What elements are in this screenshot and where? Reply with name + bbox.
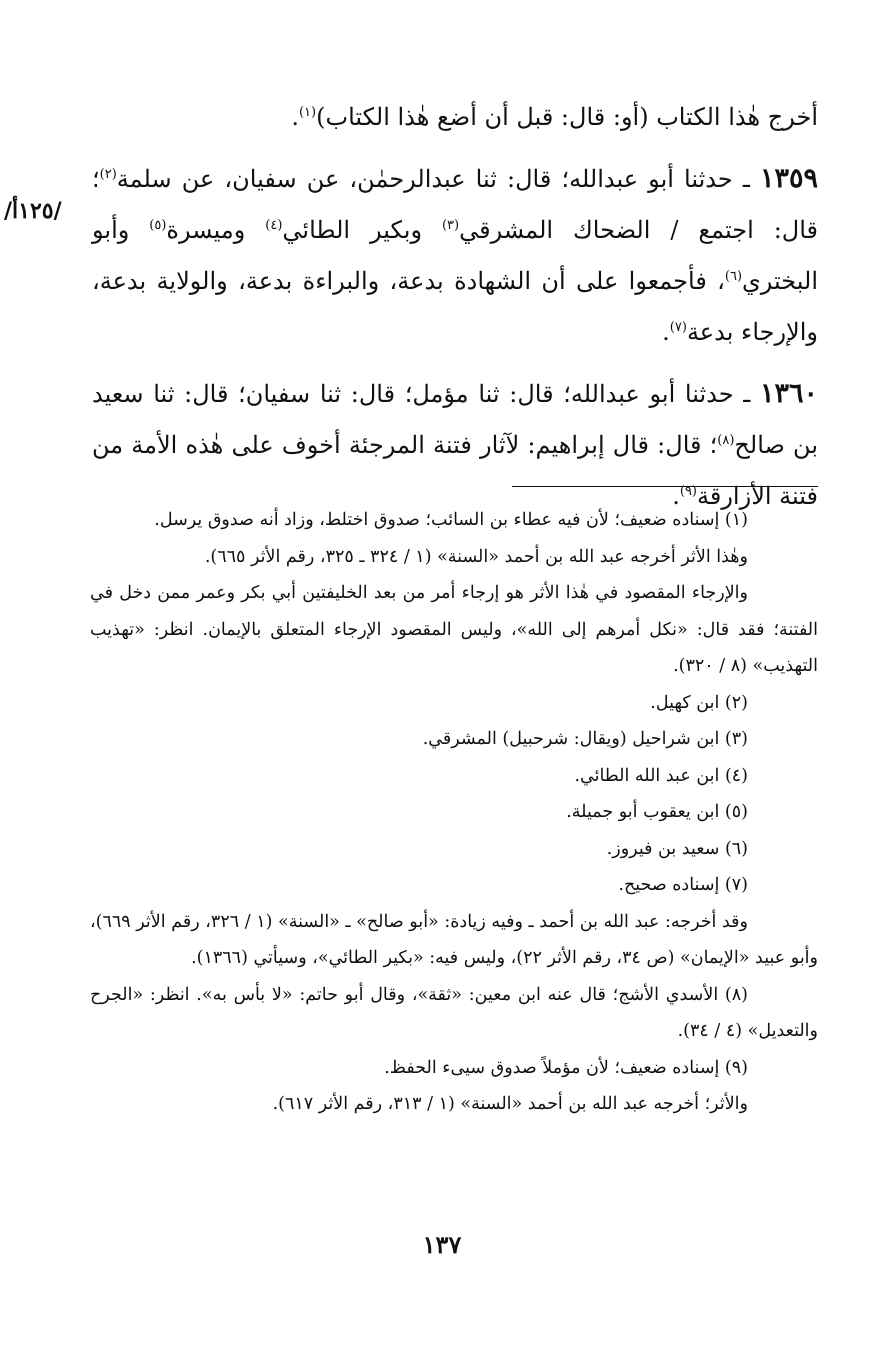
footnote-ref: (٣) xyxy=(441,218,460,233)
para-text: أخرج هٰذا الكتاب (أو: قال: قبل أن أضع هٰذا الكتاب) xyxy=(316,103,818,131)
footnote-ref: (٨) xyxy=(717,433,735,448)
footnote-2: (٢) ابن كهيل. xyxy=(650,692,748,713)
footnote-ref: (٧) xyxy=(669,320,687,335)
footnote-ref: (١) xyxy=(298,105,317,120)
footnote-text: وقد أخرجه: عبد الله بن أحمد ـ وفيه زيادة: «أبو صالح» ـ «السنة» (١ / ٣٢٦، رقم الأثر ٦٦٩)، وأبو عبيد «الإيمان» (ص ٣٤، رقم الأثر ٢٢)، وليس فيه: «بكير الطائي»، وسيأتي (١٣٦٦). xyxy=(90,911,818,968)
athar-number: ١٣٦٠ xyxy=(759,378,818,409)
footnote-ref: (٤) xyxy=(265,218,283,233)
page-number: ١٣٧ xyxy=(422,1230,462,1259)
footnote-text: والأثر؛ أخرجه عبد الله بن أحمد «السنة» (١ / ٣١٣، رقم الأثر ٦١٧). xyxy=(272,1094,748,1114)
footnote-1: (١) إسناده ضعيف؛ لأن فيه عطاء بن السائب؛ صدوق اختلط، وزاد أنه صدوق يرسل. xyxy=(154,510,748,530)
footnote-text: والإرجاء المقصود في هٰذا الأثر هو إرجاء أمر من بعد الخليفتين أبي بكر وعمر ممن دخل في الفتنة؛ فقد قال: «نكل أمرهم إلى الله»، وليس المقصود الإرجاء المتعلق بالإيمان. انظر: «تهذيب التهذيب» (٨ / ٣٢٠). xyxy=(90,583,818,676)
paragraph-continuation: أخرج هٰذا الكتاب (أو: قال: قبل أن أضع هٰذا الكتاب)$^{(١)}$. xyxy=(291,103,818,131)
footnote-ref: (٩) xyxy=(679,484,697,499)
paragraph-1359: ١٣٥٩ ـ حدثنا أبو عبدالله؛ قال: ثنا عبدالرحمٰن، عن سفيان، عن سلمة$^{(٢)}$؛ قال: اجتمع / الضحاك المشرقي$^{(٣)}$ وبكير الطائي$^{(٤)}$ وميسرة$^{(٥)}$ وأبو البختري$^{(٦)}$، فأجمعوا على أن الشهادة بدعة، والبراءة بدعة، والولاية بدعة، والإرجاء بدعة$^{(٧)}$. xyxy=(92,163,819,346)
footnote-separator xyxy=(512,486,818,487)
footnote-6: (٦) سعيد بن فيروز. xyxy=(606,838,748,859)
athar-number: ١٣٥٩ xyxy=(759,163,818,194)
footnote-ref: (٥) xyxy=(149,218,167,233)
manuscript-folio-note: /١٢٥أ/ xyxy=(4,198,62,224)
footnote-8: (٨) الأسدي الأشج؛ قال عنه ابن معين: «ثقة»، وقال أبو حاتم: «لا بأس به». انظر: «الجرح والتعديل» (٤ / ٣٤). xyxy=(90,984,818,1041)
footnote-3: (٣) ابن شراحيل (ويقال: شرحبيل) المشرقي. xyxy=(422,729,748,749)
paragraph-1360: ١٣٦٠ ـ حدثنا أبو عبدالله؛ قال: ثنا مؤمل؛ قال: ثنا سفيان؛ قال: ثنا سعيد بن صالح$^{(٨)}$؛ قال: قال إبراهيم: لآثار فتنة المرجئة أخوف على هٰذه الأمة من فتنة الأزارقة$^{(٩)}$. xyxy=(92,378,819,510)
footnote-ref: (٢) xyxy=(99,167,117,182)
footnote-5: (٥) ابن يعقوب أبو جميلة. xyxy=(566,802,748,822)
footnote-text: وهٰذا الأثر أخرجه عبد الله بن أحمد «السنة» (١ / ٣٢٤ ـ ٣٢٥، رقم الأثر ٦٦٥). xyxy=(204,546,748,567)
footnote-4: (٤) ابن عبد الله الطائي. xyxy=(574,765,748,786)
main-text xyxy=(92,92,818,532)
footnote-7: (٧) إسناده صحيح. xyxy=(618,875,748,895)
footnote-9: (٩) إسناده ضعيف؛ لأن مؤملاً صدوق سيىء الحفظ. xyxy=(384,1057,748,1078)
footnotes xyxy=(90,502,818,1123)
footnote-ref: (٦) xyxy=(724,269,743,284)
